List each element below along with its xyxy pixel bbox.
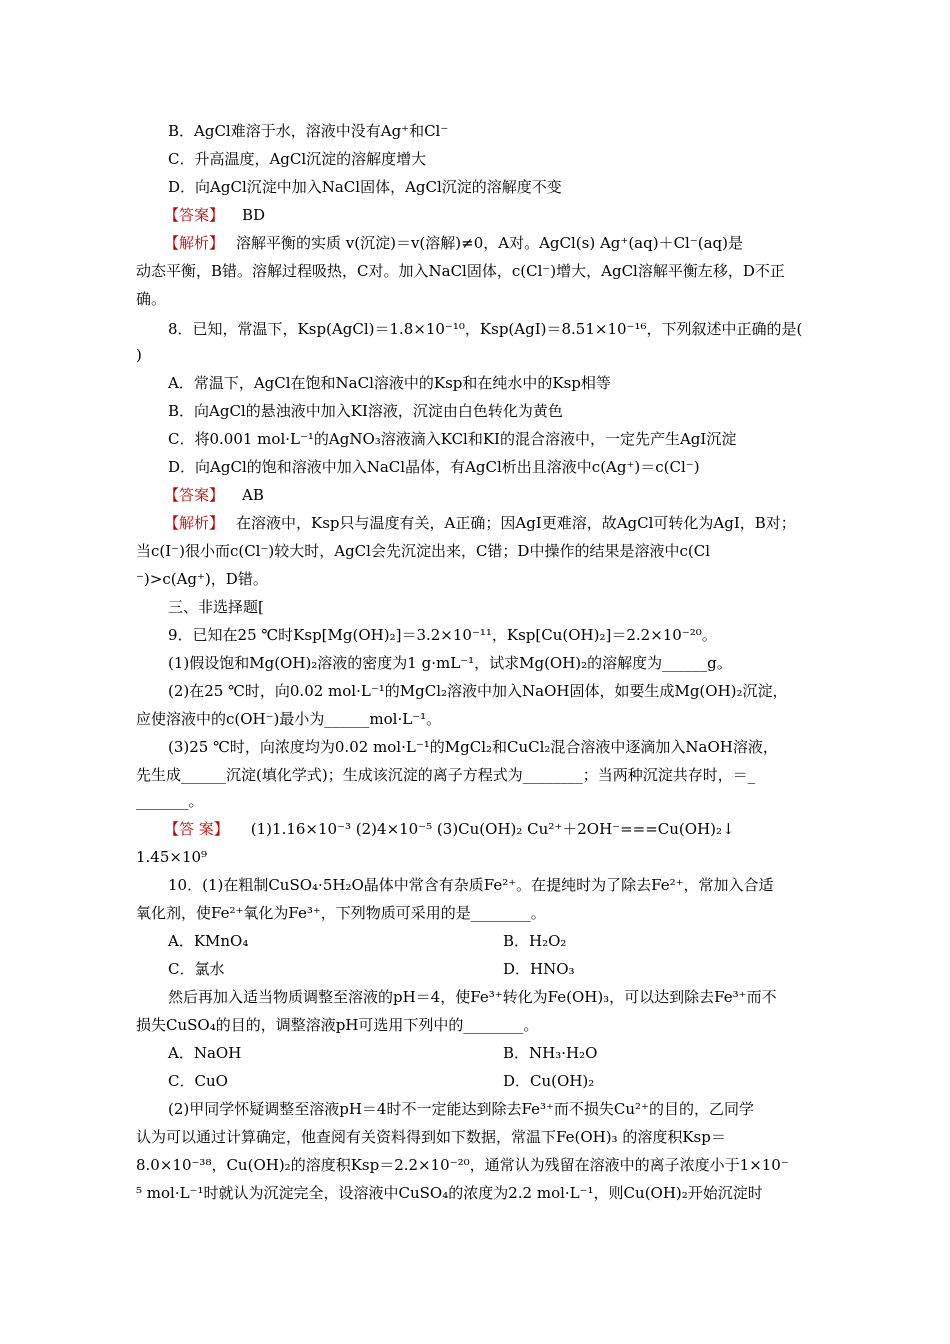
q10-option-d: D．HNO₃ bbox=[503, 960, 575, 978]
q7-option-b: B．AgCl难溶于水，溶液中没有Ag⁺和Cl⁻ bbox=[168, 122, 449, 140]
q9-stem: 9．已知在25 ℃时Ksp[Mg(OH)₂]＝3.2×10⁻¹¹，Ksp[Cu(OH)₂]＝2.2×10⁻²⁰。 bbox=[168, 626, 717, 644]
q9-part3-line3: _______。 bbox=[136, 792, 204, 810]
answer-tag: 【答案】 bbox=[164, 206, 225, 224]
q7-answer bbox=[164, 204, 265, 226]
q7-option-c: C．升高温度，AgCl沉淀的溶解度增大 bbox=[168, 150, 427, 168]
q9-part2-line1: (2)在25 ℃时，向0.02 mol·L⁻¹的MgCl₂溶液中加入NaOH固体，如要生成Mg(OH)₂沉淀， bbox=[168, 682, 788, 700]
q8-option-c: C．将0.001 mol·L⁻¹的AgNO₃溶液滴入KCl和KI的混合溶液中，一定先产生AgI沉淀 bbox=[168, 430, 737, 448]
answer-value: (1)1.16×10⁻³ (2)4×10⁻⁵ (3)Cu(OH)₂ Cu²⁺＋2OH⁻===Cu(OH)₂↓ bbox=[250, 820, 735, 838]
q10-option2-a: A．NaOH bbox=[168, 1044, 242, 1062]
q10-option2-c: C．CuO bbox=[168, 1072, 228, 1090]
q10-option-a: A．KMnO₄ bbox=[168, 932, 249, 950]
q9-part3-line2: 先生成______沉淀(填化学式)；生成该沉淀的离子方程式为________；当两种沉淀共存时，＝_ bbox=[136, 766, 756, 784]
answer-tag: 【答案】 bbox=[164, 486, 225, 504]
q9-answer-line1 bbox=[164, 818, 735, 840]
q8-option-b: B．向AgCl的悬浊液中加入KI溶液，沉淀由白色转化为黄色 bbox=[168, 402, 563, 420]
analysis-tag: 【解析】 bbox=[164, 514, 225, 532]
q7-option-d: D．向AgCl沉淀中加入NaCl固体，AgCl沉淀的溶解度不变 bbox=[168, 178, 562, 196]
q9-part3-line1: (3)25 ℃时，向浓度均为0.02 mol·L⁻¹的MgCl₂和CuCl₂混合溶液中逐滴加入NaOH溶液， bbox=[168, 738, 778, 756]
analysis-text: 在溶液中，Ksp只与温度有关，A正确；因AgI更难溶，故AgCl可转化为AgI，B对； bbox=[236, 514, 796, 532]
q10-option-b: B．H₂O₂ bbox=[503, 932, 567, 950]
q10-part2-line2: 认为可以通过计算确定，他查阅有关资料得到如下数据，常温下Fe(OH)₃ 的溶度积Ksp＝ bbox=[136, 1128, 726, 1146]
analysis-tag: 【解析】 bbox=[164, 234, 225, 252]
q10-text-line1: 然后再加入适当物质调整至溶液的pH＝4，使Fe³⁺转化为Fe(OH)₃，可以达到除去Fe³⁺而不 bbox=[168, 988, 777, 1006]
q10-stem-line1: 10．(1)在粗制CuSO₄·5H₂O晶体中常含有杂质Fe²⁺。在提纯时为了除去Fe²⁺，常加入合适 bbox=[168, 876, 774, 894]
q10-text-line2: 损失CuSO₄的目的，调整溶液pH可选用下列中的________。 bbox=[136, 1016, 539, 1034]
q10-part2-line1: (2)甲同学怀疑调整至溶液pH＝4时不一定能达到除去Fe³⁺而不损失Cu²⁺的目的，乙同学 bbox=[168, 1100, 754, 1118]
q10-option2-d: D．Cu(OH)₂ bbox=[503, 1072, 595, 1090]
q10-option2-b: B．NH₃·H₂O bbox=[503, 1044, 598, 1062]
section-heading: 三、非选择题[ bbox=[168, 598, 264, 616]
q7-analysis-line1 bbox=[164, 232, 743, 254]
answer-value: BD bbox=[242, 206, 266, 224]
analysis-text: 溶解平衡的实质 v(沉淀)＝v(溶解)≠0，A对。AgCl(s) Ag⁺(aq)＋Cl⁻(aq)是 bbox=[236, 234, 744, 252]
q8-option-d: D．向AgCl的饱和溶液中加入NaCl晶体，有AgCl析出且溶液中c(Ag⁺)＝c(Cl⁻) bbox=[168, 458, 700, 476]
q9-part2-line2: 应使溶液中的c(OH⁻)最小为______mol·L⁻¹。 bbox=[136, 710, 442, 728]
q7-analysis-line2: 动态平衡，B错。溶解过程吸热，C对。加入NaCl固体，c(Cl⁻)增大，AgCl溶解平衡左移，D不正 bbox=[136, 262, 785, 280]
answer-value: AB bbox=[242, 486, 264, 504]
q8-stem-line2: ) bbox=[136, 346, 142, 364]
q8-analysis-line1 bbox=[164, 512, 796, 534]
q8-option-a: A．常温下，AgCl在饱和NaCl溶液中的Ksp和在纯水中的Ksp相等 bbox=[168, 374, 611, 392]
answer-tag: 【答 案】 bbox=[164, 820, 229, 838]
q7-analysis-line3: 确。 bbox=[136, 290, 167, 308]
q10-option-c: C．氯水 bbox=[168, 960, 225, 978]
q10-part2-line4: ⁵ mol·L⁻¹时就认为沉淀完全，设溶液中CuSO₄的浓度为2.2 mol·L⁻¹，则Cu(OH)₂开始沉淀时 bbox=[136, 1184, 763, 1202]
q8-answer bbox=[164, 484, 264, 506]
q10-stem-line2: 氧化剂，使Fe²⁺氧化为Fe³⁺，下列物质可采用的是________。 bbox=[136, 904, 546, 922]
q10-part2-line3: 8.0×10⁻³⁸，Cu(OH)₂的溶度积Ksp＝2.2×10⁻²⁰，通常认为残留在溶液中的离子浓度小于1×10⁻ bbox=[136, 1156, 789, 1174]
q8-stem-line1: 8．已知，常温下，Ksp(AgCl)＝1.8×10⁻¹⁰，Ksp(AgI)＝8.51×10⁻¹⁶，下列叙述中正确的是( bbox=[168, 320, 803, 338]
q9-answer-line2: 1.45×10⁹ bbox=[136, 848, 208, 866]
q9-part1: (1)假设饱和Mg(OH)₂溶液的密度为1 g·mL⁻¹，试求Mg(OH)₂的溶解度为______g。 bbox=[168, 654, 732, 672]
q8-analysis-line3: ⁻)>c(Ag⁺)，D错。 bbox=[136, 570, 268, 588]
q8-analysis-line2: 当c(I⁻)很小而c(Cl⁻)较大时，AgCl会先沉淀出来，C错；D中操作的结果是溶液中c(Cl bbox=[136, 542, 710, 560]
